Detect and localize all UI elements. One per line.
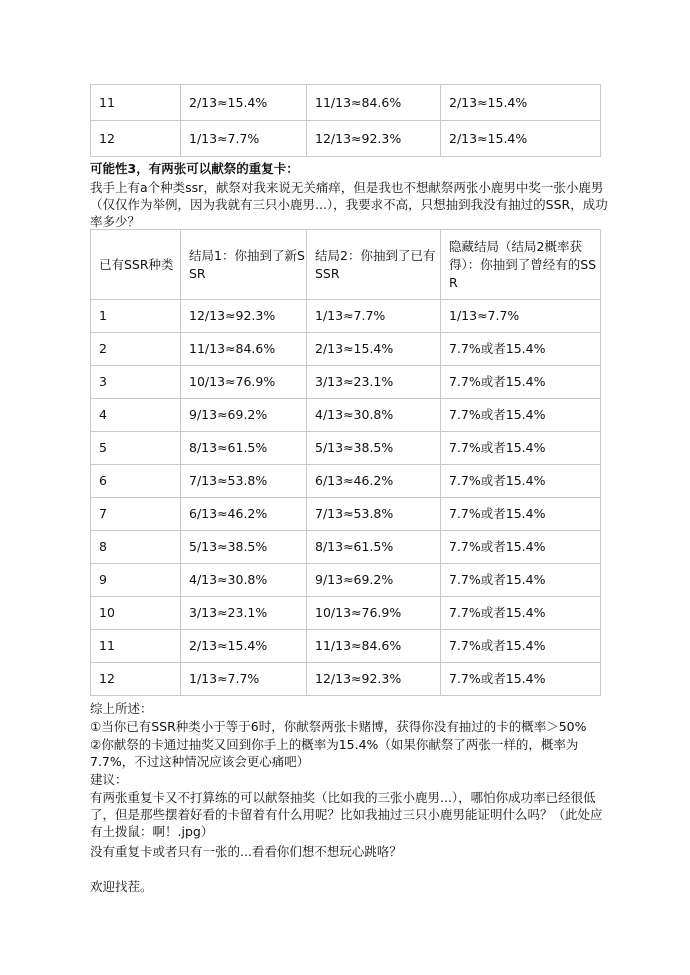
table-cell: 7.7%或者15.4% (441, 663, 601, 696)
table-cell: 10 (91, 597, 181, 630)
table-header-cell: 结局2：你抽到了已有SSR (307, 230, 441, 300)
table-cell: 12/13≈92.3% (307, 121, 441, 157)
table-cell: 12/13≈92.3% (307, 663, 441, 696)
table-cell: 8/13≈61.5% (307, 531, 441, 564)
table-row (91, 630, 601, 663)
table-row (91, 531, 601, 564)
table-row (91, 333, 601, 366)
table-cell: 4/13≈30.8% (307, 399, 441, 432)
table-row (91, 564, 601, 597)
table-cell: 7.7%或者15.4% (441, 630, 601, 663)
table-cell: 5 (91, 432, 181, 465)
table-cell: 10/13≈76.9% (307, 597, 441, 630)
table-row (91, 85, 601, 121)
probability-table (90, 229, 601, 696)
table-cell: 1/13≈7.7% (181, 121, 307, 157)
table-cell: 1/13≈7.7% (307, 300, 441, 333)
table-cell: 7.7%或者15.4% (441, 465, 601, 498)
table-cell: 5/13≈38.5% (181, 531, 307, 564)
table-cell: 4 (91, 399, 181, 432)
table-cell: 3 (91, 366, 181, 399)
table-header-row (91, 230, 601, 300)
table-cell: 9/13≈69.2% (307, 564, 441, 597)
table-cell: 2 (91, 333, 181, 366)
table-cell: 6/13≈46.2% (307, 465, 441, 498)
advice-paragraph-2: 没有重复卡或者只有一张的...看看你们想不想玩心跳咯？ (90, 844, 402, 859)
table-cell: 12 (91, 663, 181, 696)
table-cell: 11 (91, 630, 181, 663)
table-cell: 3/13≈23.1% (307, 366, 441, 399)
table-cell: 9/13≈69.2% (181, 399, 307, 432)
table-cell: 11/13≈84.6% (307, 630, 441, 663)
table-cell: 1 (91, 300, 181, 333)
table-cell: 7.7%或者15.4% (441, 366, 601, 399)
advice-paragraph-1: 有两张重复卡又不打算练的可以献祭抽奖（比如我的三张小鹿男...），哪怕你成功率已经很低了，但是那些摆着好看的卡留着有什么用呢？比如我抽过三只小鹿男能证明什么吗？（此处应有土拨鼠：啊！.jpg） (90, 790, 603, 839)
table-cell: 2/13≈15.4% (181, 85, 307, 121)
table-cell: 9 (91, 564, 181, 597)
table-row (91, 300, 601, 333)
table-cell: 7.7%或者15.4% (441, 432, 601, 465)
closing-text: 欢迎找茬。 (90, 879, 153, 894)
table-row (91, 399, 601, 432)
table-cell: 1/13≈7.7% (441, 300, 601, 333)
table-row (91, 121, 601, 157)
table-row (91, 498, 601, 531)
summary-point-2: ②你献祭的卡通过抽奖又回到你手上的概率为15.4%（如果你献祭了两张一样的，概率为7.7%，不过这种情况应该会更心痛吧） (90, 737, 579, 769)
table-header-cell: 隐藏结局（结局2概率获得）：你抽到了曾经有的SSR (441, 230, 601, 300)
summary-point-1: ①当你已有SSR种类小于等于6时，你献祭两张卡赌博，获得你没有抽过的卡的概率＞50% (90, 719, 587, 734)
table-cell: 11/13≈84.6% (181, 333, 307, 366)
table-cell: 6/13≈46.2% (181, 498, 307, 531)
table-cell: 1/13≈7.7% (181, 663, 307, 696)
table-cell: 11 (91, 85, 181, 121)
table-cell: 7.7%或者15.4% (441, 498, 601, 531)
table-row (91, 597, 601, 630)
table-cell: 3/13≈23.1% (181, 597, 307, 630)
table-header-cell: 已有SSR种类 (91, 230, 181, 300)
table-cell: 2/13≈15.4% (307, 333, 441, 366)
table-cell: 4/13≈30.8% (181, 564, 307, 597)
section-intro: 我手上有a个种类ssr，献祭对我来说无关痛痒，但是我也不想献祭两张小鹿男中奖一张小鹿男（仅仅作为举例，因为我就有三只小鹿男...），我要求不高，只想抽到我没有抽过的SSR，成功率多少？ (90, 180, 608, 229)
table-header-cell: 结局1：你抽到了新SSR (181, 230, 307, 300)
table-cell: 2/13≈15.4% (441, 85, 601, 121)
table-cell: 7/13≈53.8% (181, 465, 307, 498)
table-cell: 7.7%或者15.4% (441, 399, 601, 432)
probability-table-continued (90, 84, 601, 157)
table-cell: 7.7%或者15.4% (441, 564, 601, 597)
table-cell: 8/13≈61.5% (181, 432, 307, 465)
table-cell: 7/13≈53.8% (307, 498, 441, 531)
table-row (91, 432, 601, 465)
table-cell: 7.7%或者15.4% (441, 597, 601, 630)
table-row (91, 366, 601, 399)
table-cell: 2/13≈15.4% (181, 630, 307, 663)
table-cell: 2/13≈15.4% (441, 121, 601, 157)
table-cell: 7.7%或者15.4% (441, 333, 601, 366)
table-cell: 12/13≈92.3% (181, 300, 307, 333)
table-cell: 7.7%或者15.4% (441, 531, 601, 564)
summary-heading: 综上所述： (90, 701, 153, 716)
table-cell: 5/13≈38.5% (307, 432, 441, 465)
table-row (91, 663, 601, 696)
advice-heading: 建议： (90, 772, 128, 787)
table-cell: 11/13≈84.6% (307, 85, 441, 121)
table-row (91, 465, 601, 498)
table-body (91, 85, 601, 157)
table-cell: 12 (91, 121, 181, 157)
table-cell: 7 (91, 498, 181, 531)
table-cell: 6 (91, 465, 181, 498)
section-heading: 可能性3，有两张可以献祭的重复卡： (90, 161, 299, 176)
table-cell: 10/13≈76.9% (181, 366, 307, 399)
table-cell: 8 (91, 531, 181, 564)
table-body (91, 230, 601, 696)
